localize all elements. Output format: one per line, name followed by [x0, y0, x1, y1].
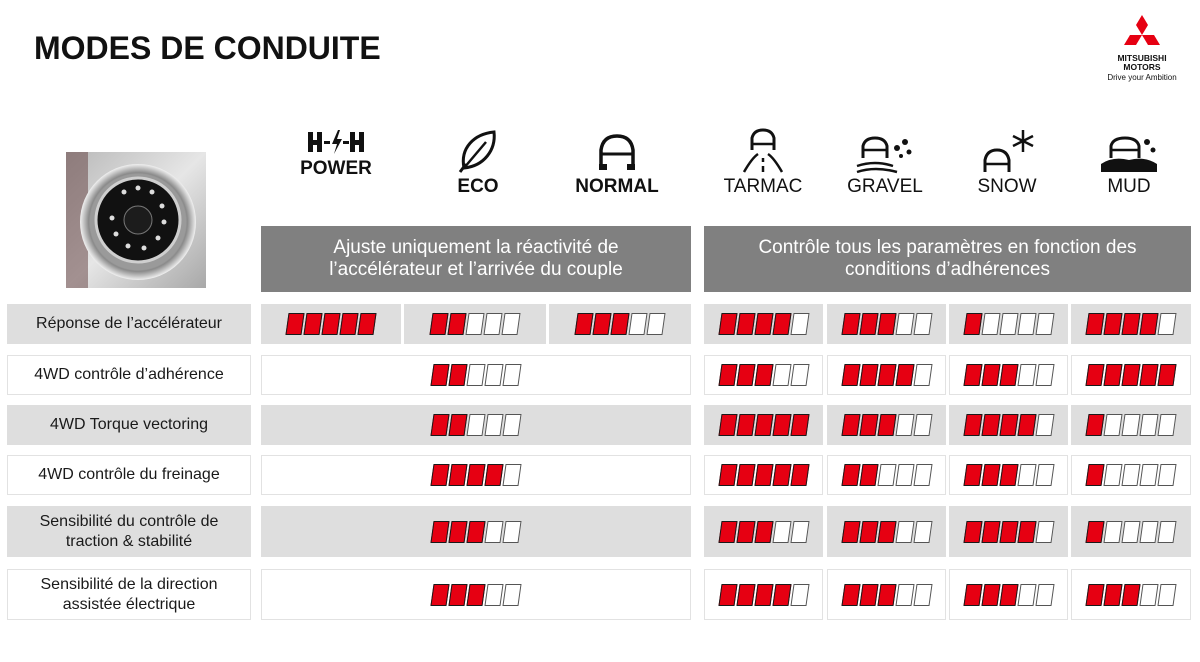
- rating-segment-filled: [877, 584, 896, 606]
- brand-tagline: Drive your Ambition: [1107, 73, 1177, 82]
- rating-segment-filled: [859, 464, 878, 486]
- rating-segment-empty: [913, 584, 932, 606]
- rating-bar: [1087, 414, 1175, 436]
- rating-segment-filled: [772, 313, 791, 335]
- rating-segment-empty: [790, 521, 809, 543]
- rating-segment-filled: [963, 364, 982, 386]
- rating-segment-filled: [999, 521, 1018, 543]
- rating-segment-filled: [859, 414, 878, 436]
- rating-segment-filled: [430, 364, 449, 386]
- rating-cell-mud: [1071, 355, 1191, 395]
- rating-segment-filled: [736, 364, 755, 386]
- rating-segment-filled: [859, 364, 878, 386]
- rating-cell-gravel: [827, 506, 946, 557]
- rating-segment-filled: [841, 521, 860, 543]
- rating-segment-empty: [913, 414, 932, 436]
- rating-segment-empty: [502, 464, 521, 486]
- rating-cell-power-eco-normal: [261, 355, 691, 395]
- rating-segment-empty: [790, 364, 809, 386]
- rating-bar: [720, 521, 808, 543]
- rating-segment-filled: [430, 464, 449, 486]
- rating-segment-filled: [981, 521, 1000, 543]
- rating-segment-empty: [895, 313, 914, 335]
- rating-bar: [432, 414, 520, 436]
- rating-segment-empty: [1121, 464, 1140, 486]
- rating-segment-filled: [981, 414, 1000, 436]
- rating-segment-filled: [841, 313, 860, 335]
- rating-segment-empty: [1017, 313, 1036, 335]
- rating-cell-power-eco-normal: [261, 405, 691, 445]
- rating-bar: [720, 313, 808, 335]
- banner-throttle-only: Ajuste uniquement la réactivité de l’accélérateur et l’arrivée du couple: [261, 226, 691, 292]
- mode-label: MUD: [1107, 176, 1151, 197]
- rating-segment-filled: [772, 414, 791, 436]
- rating-segment-empty: [1139, 521, 1158, 543]
- banner-full-control: Contrôle tous les paramètres en fonction des conditions d’adhérences: [704, 226, 1191, 292]
- rating-segment-empty: [877, 464, 896, 486]
- mode-snow: [947, 128, 1067, 198]
- rating-segment-empty: [1139, 464, 1158, 486]
- three-diamonds-icon: [1124, 14, 1160, 54]
- rating-segment-filled: [430, 414, 449, 436]
- rating-segment-filled: [877, 313, 896, 335]
- gravel-icon: [853, 128, 917, 174]
- rating-bar: [720, 584, 808, 606]
- rating-segment-empty: [1035, 364, 1054, 386]
- mode-mud: [1069, 128, 1189, 198]
- rating-cell-power-eco-normal: [261, 455, 691, 495]
- rating-bar: [843, 313, 931, 335]
- rating-segment-empty: [502, 364, 521, 386]
- rating-segment-filled: [895, 364, 914, 386]
- rating-segment-empty: [1017, 364, 1036, 386]
- rating-segment-filled: [718, 584, 737, 606]
- page-title: MODES DE CONDUITE: [34, 30, 381, 66]
- rating-cell-snow: [949, 405, 1068, 445]
- rating-segment-filled: [999, 584, 1018, 606]
- rating-segment-empty: [895, 521, 914, 543]
- rating-cell-tarmac: [704, 506, 823, 557]
- rating-segment-empty: [981, 313, 1000, 335]
- rating-segment-filled: [772, 464, 791, 486]
- mode-label: NORMAL: [575, 176, 659, 197]
- car-front-icon: [595, 128, 639, 174]
- mode-tarmac: [703, 128, 823, 198]
- rating-segment-filled: [1017, 521, 1036, 543]
- rating-cell-power-eco-normal: [261, 569, 691, 620]
- rating-bar: [965, 414, 1053, 436]
- rating-segment-filled: [772, 584, 791, 606]
- rating-segment-empty: [790, 313, 809, 335]
- rating-bar: [287, 313, 375, 335]
- rating-cell-gravel: [827, 304, 946, 344]
- rating-segment-empty: [1035, 521, 1054, 543]
- rating-segment-empty: [1121, 414, 1140, 436]
- rating-bar: [843, 521, 931, 543]
- rating-bar: [1087, 584, 1175, 606]
- rating-segment-empty: [502, 584, 521, 606]
- rating-segment-empty: [1139, 584, 1158, 606]
- rating-segment-filled: [963, 313, 982, 335]
- rating-bar: [965, 364, 1053, 386]
- rating-segment-filled: [1121, 364, 1140, 386]
- rating-bar: [432, 521, 520, 543]
- rating-segment-filled: [1121, 584, 1140, 606]
- rating-segment-filled: [963, 414, 982, 436]
- rating-segment-empty: [1017, 584, 1036, 606]
- rating-segment-filled: [736, 521, 755, 543]
- rating-segment-empty: [484, 521, 503, 543]
- rating-segment-filled: [1157, 364, 1176, 386]
- rating-segment-empty: [465, 313, 484, 335]
- rating-bar: [1087, 464, 1175, 486]
- rating-segment-filled: [963, 521, 982, 543]
- rating-segment-filled: [339, 313, 358, 335]
- rating-segment-empty: [895, 584, 914, 606]
- rating-segment-filled: [448, 364, 467, 386]
- rating-segment-filled: [1139, 364, 1158, 386]
- mud-car-icon: [1099, 128, 1159, 174]
- rating-segment-empty: [484, 414, 503, 436]
- rating-segment-filled: [1085, 313, 1104, 335]
- rating-bar: [720, 464, 808, 486]
- rating-segment-empty: [484, 584, 503, 606]
- rating-segment-filled: [610, 313, 629, 335]
- rating-segment-empty: [646, 313, 665, 335]
- row-label: Sensibilité du contrôle de traction & stabilité: [7, 506, 251, 557]
- rating-bar: [1087, 364, 1175, 386]
- rating-segment-empty: [772, 521, 791, 543]
- row-label: Réponse de l’accélérateur: [7, 304, 251, 344]
- rating-cell-mud: [1071, 405, 1191, 445]
- rating-segment-empty: [1035, 313, 1054, 335]
- mode-label: GRAVEL: [847, 176, 923, 197]
- mode-label: POWER: [300, 158, 372, 179]
- rating-bar: [720, 414, 808, 436]
- rating-segment-filled: [357, 313, 376, 335]
- rating-cell-eco: [404, 304, 546, 344]
- rating-segment-filled: [859, 313, 878, 335]
- rating-bar: [432, 464, 520, 486]
- mode-eco: [418, 128, 538, 198]
- rating-cell-mud: [1071, 455, 1191, 495]
- rating-segment-filled: [1017, 414, 1036, 436]
- rating-segment-empty: [895, 464, 914, 486]
- rating-cell-power-eco-normal: [261, 506, 691, 557]
- mode-label: ECO: [457, 176, 499, 197]
- rating-segment-empty: [501, 313, 520, 335]
- rating-cell-tarmac: [704, 455, 823, 495]
- rating-segment-filled: [1085, 584, 1104, 606]
- rating-bar: [576, 313, 664, 335]
- rating-segment-filled: [981, 584, 1000, 606]
- rating-bar: [432, 364, 520, 386]
- rating-segment-filled: [718, 521, 737, 543]
- rating-segment-filled: [1085, 414, 1104, 436]
- rating-cell-normal: [549, 304, 691, 344]
- rating-segment-filled: [841, 464, 860, 486]
- rating-bar: [432, 584, 520, 606]
- rating-segment-empty: [466, 414, 485, 436]
- rating-segment-empty: [1139, 414, 1158, 436]
- rating-cell-tarmac: [704, 304, 823, 344]
- rating-cell-gravel: [827, 355, 946, 395]
- rating-segment-empty: [913, 313, 932, 335]
- rating-segment-filled: [877, 521, 896, 543]
- rating-segment-filled: [841, 414, 860, 436]
- brand-line-1: MITSUBISHI: [1117, 53, 1167, 63]
- rating-segment-filled: [999, 414, 1018, 436]
- rating-cell-snow: [949, 506, 1068, 557]
- leaf-icon: [456, 128, 500, 174]
- rating-cell-gravel: [827, 569, 946, 620]
- rating-bar: [843, 364, 931, 386]
- rating-segment-empty: [628, 313, 647, 335]
- rating-segment-filled: [1121, 313, 1140, 335]
- rating-segment-filled: [466, 464, 485, 486]
- rating-bar: [1087, 313, 1175, 335]
- rating-bar: [431, 313, 519, 335]
- rating-segment-filled: [430, 584, 449, 606]
- rating-segment-filled: [1103, 364, 1122, 386]
- rating-segment-empty: [999, 313, 1018, 335]
- rating-segment-empty: [1157, 521, 1176, 543]
- rating-segment-filled: [718, 313, 737, 335]
- rating-segment-filled: [430, 521, 449, 543]
- rating-segment-filled: [321, 313, 340, 335]
- rating-segment-filled: [718, 364, 737, 386]
- row-label: 4WD contrôle d’adhérence: [7, 355, 251, 395]
- rating-cell-tarmac: [704, 569, 823, 620]
- rating-segment-empty: [484, 364, 503, 386]
- rating-cell-snow: [949, 455, 1068, 495]
- rating-segment-filled: [736, 464, 755, 486]
- rating-bar: [965, 521, 1053, 543]
- rating-cell-snow: [949, 355, 1068, 395]
- rating-segment-filled: [877, 414, 896, 436]
- rating-segment-filled: [448, 414, 467, 436]
- rating-segment-empty: [1103, 414, 1122, 436]
- rating-segment-empty: [1035, 584, 1054, 606]
- rating-segment-filled: [736, 414, 755, 436]
- rating-segment-filled: [447, 313, 466, 335]
- rating-segment-empty: [913, 464, 932, 486]
- rating-segment-filled: [877, 364, 896, 386]
- rating-bar: [843, 414, 931, 436]
- rating-segment-empty: [1121, 521, 1140, 543]
- rating-segment-empty: [502, 521, 521, 543]
- rating-segment-filled: [999, 364, 1018, 386]
- rating-segment-empty: [1157, 584, 1176, 606]
- rating-segment-empty: [483, 313, 502, 335]
- rating-segment-filled: [841, 584, 860, 606]
- rating-cell-power: [261, 304, 401, 344]
- rating-cell-snow: [949, 304, 1068, 344]
- rating-segment-filled: [859, 521, 878, 543]
- row-label: Sensibilité de la direction assistée électrique: [7, 569, 251, 620]
- rating-segment-filled: [448, 584, 467, 606]
- drive-mode-knob-image: [66, 152, 206, 288]
- rating-segment-filled: [429, 313, 448, 335]
- rating-segment-filled: [303, 313, 322, 335]
- rating-segment-filled: [981, 364, 1000, 386]
- mode-normal: [557, 128, 677, 198]
- row-label: 4WD Torque vectoring: [7, 405, 251, 445]
- rating-segment-filled: [1085, 364, 1104, 386]
- rating-bar: [965, 584, 1053, 606]
- rating-cell-mud: [1071, 304, 1191, 344]
- rating-segment-empty: [502, 414, 521, 436]
- snowflake-car-icon: [977, 128, 1037, 174]
- rating-segment-filled: [963, 464, 982, 486]
- rating-segment-filled: [981, 464, 1000, 486]
- rating-segment-filled: [1139, 313, 1158, 335]
- rating-segment-filled: [484, 464, 503, 486]
- rating-segment-empty: [1157, 414, 1176, 436]
- rating-bar: [720, 364, 808, 386]
- rating-segment-empty: [1017, 464, 1036, 486]
- rating-segment-filled: [999, 464, 1018, 486]
- rating-segment-empty: [772, 364, 791, 386]
- rating-cell-gravel: [827, 405, 946, 445]
- rating-cell-tarmac: [704, 355, 823, 395]
- rating-segment-empty: [1157, 313, 1176, 335]
- rating-segment-filled: [963, 584, 982, 606]
- rating-segment-filled: [754, 313, 773, 335]
- rating-bar: [843, 464, 931, 486]
- rating-cell-snow: [949, 569, 1068, 620]
- rating-segment-filled: [736, 313, 755, 335]
- rating-bar: [965, 464, 1053, 486]
- rating-segment-filled: [466, 521, 485, 543]
- rating-bar: [965, 313, 1053, 335]
- rating-segment-filled: [859, 584, 878, 606]
- tarmac-road-icon: [738, 128, 788, 174]
- mitsubishi-logo: [1100, 14, 1184, 83]
- rating-segment-filled: [736, 584, 755, 606]
- rating-segment-filled: [841, 364, 860, 386]
- mode-power: [276, 128, 396, 180]
- power-icon: [304, 128, 368, 156]
- rating-segment-filled: [1085, 464, 1104, 486]
- rating-segment-empty: [466, 364, 485, 386]
- rating-cell-gravel: [827, 455, 946, 495]
- rating-segment-empty: [1103, 521, 1122, 543]
- rating-bar: [843, 584, 931, 606]
- rating-segment-filled: [448, 521, 467, 543]
- rating-segment-filled: [718, 464, 737, 486]
- rating-segment-filled: [1103, 313, 1122, 335]
- rating-segment-empty: [895, 414, 914, 436]
- rating-segment-filled: [1103, 584, 1122, 606]
- rating-segment-filled: [754, 464, 773, 486]
- rating-bar: [1087, 521, 1175, 543]
- rating-segment-filled: [790, 414, 809, 436]
- rating-segment-empty: [1035, 414, 1054, 436]
- rating-segment-empty: [1157, 464, 1176, 486]
- rating-segment-filled: [592, 313, 611, 335]
- mode-label: TARMAC: [723, 176, 803, 197]
- rating-segment-filled: [718, 414, 737, 436]
- rating-cell-mud: [1071, 569, 1191, 620]
- mode-label: SNOW: [977, 176, 1037, 197]
- mode-gravel: [825, 128, 945, 198]
- rating-segment-empty: [913, 364, 932, 386]
- rating-segment-empty: [1103, 464, 1122, 486]
- rating-segment-filled: [574, 313, 593, 335]
- rating-cell-tarmac: [704, 405, 823, 445]
- rating-segment-empty: [1035, 464, 1054, 486]
- brand-line-2: MOTORS: [1123, 62, 1161, 72]
- rating-cell-mud: [1071, 506, 1191, 557]
- rating-segment-empty: [790, 584, 809, 606]
- row-label: 4WD contrôle du freinage: [7, 455, 251, 495]
- rating-segment-filled: [754, 521, 773, 543]
- rating-segment-filled: [448, 464, 467, 486]
- rating-segment-filled: [1085, 521, 1104, 543]
- rating-segment-empty: [913, 521, 932, 543]
- rating-segment-filled: [754, 414, 773, 436]
- rating-segment-filled: [466, 584, 485, 606]
- rating-segment-filled: [790, 464, 809, 486]
- rating-segment-filled: [754, 364, 773, 386]
- rating-segment-filled: [754, 584, 773, 606]
- rating-segment-filled: [285, 313, 304, 335]
